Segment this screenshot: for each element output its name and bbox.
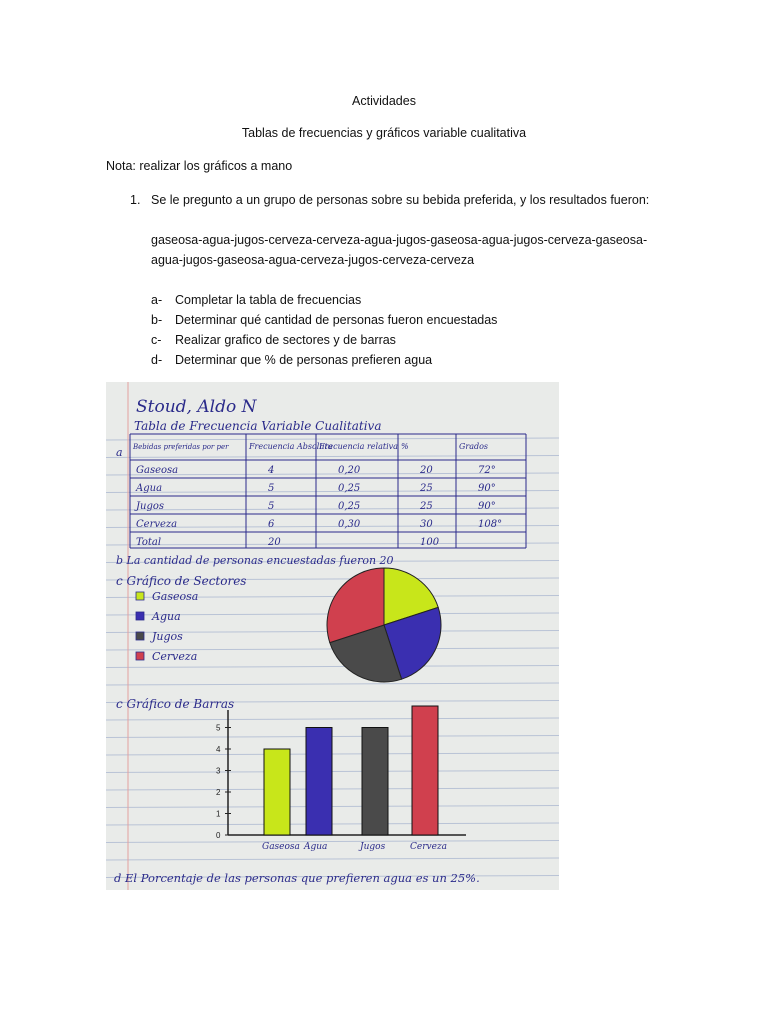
y-tick-label: 5	[216, 723, 221, 733]
legend-swatch	[136, 652, 144, 660]
table-cell: 25	[420, 483, 433, 494]
pie-chart	[327, 568, 441, 682]
question-number: 1.	[130, 193, 141, 207]
bar-title: c Gráfico de Barras	[116, 697, 235, 711]
bar-gaseosa	[264, 749, 290, 835]
task-letter-d: d-	[151, 353, 163, 367]
y-tick-label: 0	[216, 831, 221, 840]
table-cell: 25	[420, 501, 433, 512]
table-header: Frecuencia Absoluta	[249, 442, 333, 451]
part-a-label: a	[116, 446, 123, 459]
bar-cerveza	[412, 706, 438, 835]
y-tick-label: 1	[216, 809, 221, 819]
table-cell: 100	[420, 537, 440, 548]
legend-label: Cerveza	[152, 650, 198, 663]
task-text-d: Determinar que % de personas prefieren agua	[175, 353, 433, 367]
x-tick-label: Gaseosa	[262, 842, 300, 852]
legend-swatch	[136, 632, 144, 640]
table-cell: 90°	[478, 501, 496, 512]
task-letter-b: b-	[151, 313, 163, 327]
legend-swatch	[136, 612, 144, 620]
page-title: Actividades	[352, 94, 416, 108]
student-name: Stoud, Aldo N	[136, 397, 257, 417]
table-cell: 0,20	[338, 465, 361, 476]
table-header: Frecuencia relativa	[319, 442, 398, 451]
task-text-c: Realizar grafico de sectores y de barras	[175, 333, 396, 347]
table-cell: 4	[268, 465, 275, 476]
y-tick-label: 2	[216, 788, 221, 797]
y-tick-label: 4	[216, 745, 221, 754]
legend-swatch	[136, 592, 144, 600]
x-tick-label: Jugos	[360, 842, 386, 852]
pie-legend	[136, 590, 198, 663]
table-header: Grados	[459, 442, 489, 451]
table-cell: 30	[420, 519, 433, 530]
bar-jugos	[362, 728, 388, 836]
table-cell: 0,30	[338, 519, 361, 530]
table-cell: Cerveza	[136, 519, 178, 530]
part-b-answer: b La cantidad de personas encuestadas fueron 20	[116, 554, 394, 567]
task-text-b: Determinar qué cantidad de personas fueron encuestadas	[175, 313, 498, 327]
y-tick-label: 3	[216, 766, 221, 776]
table-header: Bebidas preferidas por per	[133, 443, 229, 451]
legend-label: Agua	[152, 610, 181, 623]
legend-label: Gaseosa	[152, 590, 199, 603]
table-cell: 90°	[478, 483, 496, 494]
bar-agua	[306, 728, 332, 836]
table-cell: Total	[136, 537, 162, 548]
task-letter-a: a-	[151, 293, 163, 307]
table-cell: 5	[268, 483, 275, 494]
data-line-2: agua-jugos-gaseosa-agua-cerveza-jugos-cerveza-cerveza	[151, 253, 475, 267]
table-header: %	[401, 442, 409, 451]
table-title: Tabla de Frecuencia Variable Cualitativa	[134, 419, 382, 433]
handwritten-answer-photo	[106, 382, 559, 890]
table-cell: 5	[268, 501, 275, 512]
table-cell: Jugos	[136, 501, 165, 512]
table-cell: Agua	[136, 483, 163, 494]
data-line-1: gaseosa-agua-jugos-cerveza-cerveza-agua-jugos-gaseosa-agua-jugos-cerveza-gaseosa-	[151, 233, 648, 247]
question-text: Se le pregunto a un grupo de personas sobre su bebida preferida, y los resultados fueron:	[151, 193, 650, 207]
task-letter-c: c-	[151, 333, 162, 347]
table-cell: 0,25	[338, 483, 361, 494]
pie-title: c Gráfico de Sectores	[116, 574, 247, 588]
part-d-answer: d El Porcentaje de las personas que prefieren agua es un 25%.	[114, 871, 480, 885]
x-tick-label: Cerveza	[410, 842, 448, 852]
table-cell: 6	[268, 519, 275, 530]
notebook-page	[106, 382, 559, 890]
table-cell: 108°	[478, 519, 503, 530]
table-cell: 0,25	[338, 501, 361, 512]
x-tick-label: Agua	[304, 842, 328, 852]
legend-label: Jugos	[152, 630, 183, 643]
table-cell: 20	[420, 465, 433, 476]
bar-chart	[216, 706, 466, 852]
note-text: Nota: realizar los gráficos a mano	[106, 159, 293, 173]
task-text-a: Completar la tabla de frecuencias	[175, 293, 362, 307]
page-subtitle: Tablas de frecuencias y gráficos variable cualitativa	[241, 126, 527, 140]
table-cell: 72°	[478, 465, 496, 476]
table-cell: 20	[268, 537, 281, 548]
table-cell: Gaseosa	[136, 465, 179, 476]
